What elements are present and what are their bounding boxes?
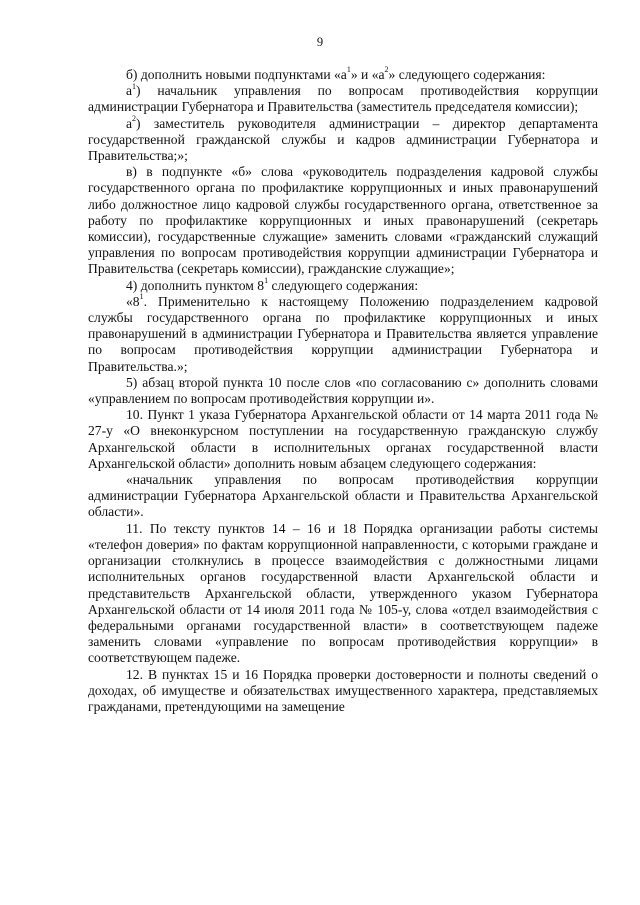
paragraph-new-abstract: «начальник управления по вопросам противодействия коррупции администрации Губернатора Архангельской области и Правительства Архангельской области».: [88, 472, 598, 520]
document-body: [88, 67, 598, 715]
paragraph-item-8-1: [88, 294, 598, 375]
paragraph-text: ) заместитель руководителя администрации – директор департамента государственной гражданской службы и кадров администрации Губернатора и Правительства;»;: [88, 115, 598, 164]
paragraph-section-12: 12. В пунктах 15 и 16 Порядка проверки достоверности и полноты сведений о доходах, об имуществе и обязательствах имущественного характера, представляемых гражданами, претендующими на замещение: [88, 666, 598, 714]
paragraph-subitem-b: в) в подпункте «б» слова «руководитель подразделения кадровой службы государственного органа по профилактике коррупционных и иных правонарушений либо должностное лицо кадровой службы государственного органа, ответственное за работу по профилактике коррупционных и иных правонарушений (секретарь комиссии), государственные служащие» заменить словами «гражданский служащий управления по вопросам противодействия коррупции администрации Губернатора и Правительства (секретарь комиссии), гражданские служащие»;: [88, 164, 598, 277]
superscript: 1: [264, 276, 269, 286]
paragraph-item-4: [88, 278, 598, 294]
superscript: 2: [132, 114, 137, 124]
paragraph-subitem-a1: [88, 83, 598, 115]
paragraph-text: » следующего содержания:: [388, 67, 546, 82]
paragraph-add-subitems: [88, 67, 598, 83]
paragraph-text: 4) дополнить пунктом 8: [126, 277, 265, 293]
superscript: 1: [346, 65, 351, 75]
paragraph-text: а: [126, 83, 133, 99]
paragraph-text: следующего содержания:: [268, 277, 419, 293]
superscript: 1: [132, 81, 137, 91]
paragraph-subitem-a2: [88, 116, 598, 165]
paragraph-text: ) начальник управления по вопросам противодействия коррупции администрации Губернатора и Правительства (заместитель председателя комиссии);: [88, 83, 598, 115]
paragraph-section-10: 10. Пункт 1 указа Губернатора Архангельской области от 14 марта 2011 года № 27-у «О внеконкурсном поступлении на государственную гражданскую службу Архангельской области в исполнительных органах государственной власти Архангельской области» дополнить новым абзацем следующего содержания:: [88, 407, 598, 471]
page-number: 9: [316, 35, 324, 49]
paragraph-text: «8: [126, 293, 140, 309]
paragraph-item-5: 5) абзац второй пункта 10 после слов «по согласованию с» дополнить словами «управлением по вопросам противодействия коррупции и».: [88, 374, 598, 407]
paragraph-text: б) дополнить новыми подпунктами «а: [126, 67, 347, 82]
paragraph-section-11: 11. По тексту пунктов 14 – 16 и 18 Порядка организации работы системы «телефон доверия» по фактам коррупционной направленности, с которыми граждане и организации столкнулись в процессе взаимодействия с должностными лицами исполнительных органов государственной власти Архангельской области и представительств Архангельской области, утвержденного указом Губернатора Архангельской области от 14 июля 2011 года № 105-у, слова «отдел взаимодействия с федеральными органами государственной власти» в соответствующем падеже заменить словами «управление по вопросам противодействия коррупции» в соответствующем падеже.: [88, 520, 598, 666]
superscript: 2: [384, 65, 389, 75]
paragraph-text: а: [126, 115, 133, 131]
paragraph-text: . Применительно к настоящему Положению подразделением кадровой службы государственного органа по профилактике коррупционных и иных правонарушений в администрации Губернатора и Правительства является управление по вопросам противодействия коррупции администрации Губернатора и Правительства.»;: [88, 293, 598, 374]
paragraph-text: » и «а: [350, 67, 385, 82]
superscript: 1: [139, 292, 144, 302]
